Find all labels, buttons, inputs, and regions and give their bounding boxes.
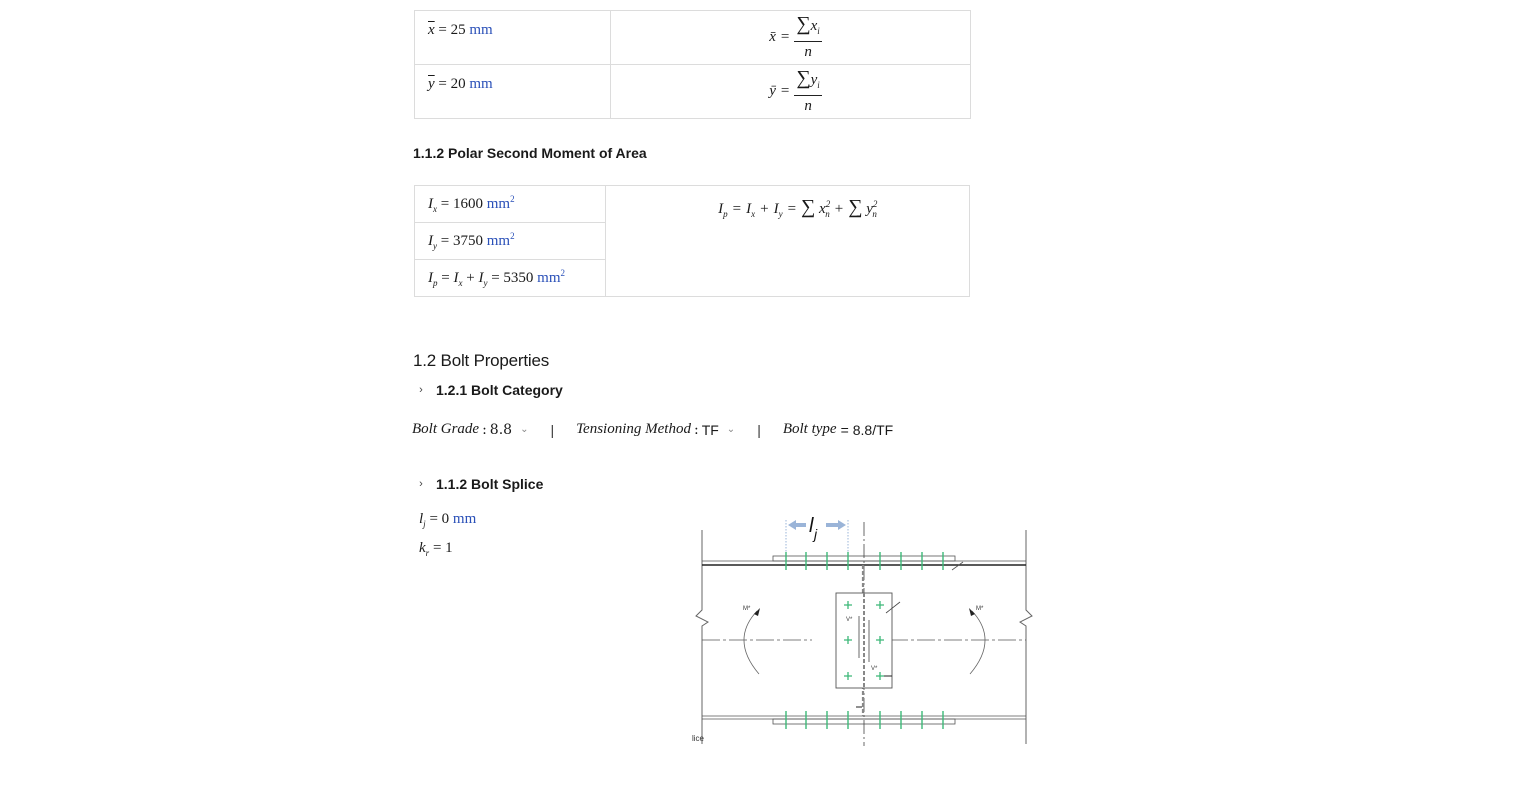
centroid-x-value-cell: $\overline{x} = 25$ mm (415, 11, 611, 65)
lj-dimension (786, 515, 848, 552)
tensioning-method-value: TF (701, 421, 719, 438)
kr-symbol: k (419, 540, 426, 556)
bolt-category-line: Bolt Grade : 8.8 ⌄ | Tensioning Method : TF ⌄ | Bolt type = 8.8/TF (412, 421, 894, 438)
ix-unit-exp: 2 (510, 194, 515, 204)
ip-unit (537, 270, 565, 286)
ix-sub: x (433, 204, 437, 214)
iy-unit-exp: 2 (510, 231, 515, 241)
bolt-splice-toggle[interactable] (415, 476, 543, 492)
iy-sub: y (433, 241, 437, 251)
formula-num-sub: i (817, 25, 820, 36)
y-bar-formula: ȳ = $\frac{\sum y_i}{n}$ (769, 66, 820, 114)
formula-den: n (804, 97, 812, 114)
chevron-right-icon: › (419, 478, 423, 490)
polar-section-title: 1.1.2 Polar Second Moment of Area (413, 145, 647, 161)
bolt-grade-label: Bolt Grade (412, 421, 480, 437)
kr-value: 1 (445, 540, 453, 556)
ip-expr: $I_x + I_y$ (453, 270, 488, 288)
lj-label-sub: j (814, 526, 818, 542)
iy-cell: $I_y = 3750$ $mm^2$ (415, 223, 606, 260)
lj-param: $l_j = 0$ mm (419, 511, 477, 529)
centroid-x-formula-cell (611, 11, 971, 65)
kr-sub: r (425, 548, 430, 558)
polar-formula: $I_p = I_x + I_y$ = ∑ $x^2_n$ + ∑ $y^2_n$ (718, 196, 878, 219)
iy-value: 3750 (452, 233, 483, 249)
moment-label: M* (743, 606, 751, 612)
ix-value: 1600 (452, 196, 483, 212)
lj-symbol: l (419, 511, 424, 527)
splice-drawing (690, 510, 1040, 750)
bolt-category-title: 1.2.1 Bolt Category (436, 382, 563, 398)
iy-unit-text: mm (486, 233, 511, 249)
centroid-table (414, 10, 971, 119)
lj-sub: j (423, 519, 426, 529)
sum-icon: ∑ (796, 66, 811, 89)
moment-arrow-head-icon (969, 608, 975, 616)
bolt-grade-dropdown[interactable] (490, 422, 529, 438)
ip-symbol: I (428, 270, 433, 286)
tensioning-method-label: Tensioning Method (576, 421, 691, 437)
table-row (415, 186, 970, 223)
y-bar-value: 20 (450, 76, 466, 92)
chevron-right-icon: › (419, 384, 423, 396)
tensioning-method-dropdown[interactable] (702, 422, 736, 438)
formula-lhs: ȳ (769, 82, 776, 99)
formula-num-sub: i (817, 79, 820, 90)
shear-label: V* (871, 666, 878, 672)
formula-num-var: x (810, 17, 818, 34)
formula-lhs: x̄ (769, 28, 776, 45)
centroid-y-value-cell: $\overline{y} = 20$ mm (415, 65, 611, 119)
lj-unit: mm (452, 511, 477, 527)
centroid-y-formula-cell (611, 65, 971, 119)
x-bar-unit: mm (469, 22, 493, 38)
polar-formula-cell (606, 186, 970, 297)
separator: | (550, 421, 555, 438)
chevron-down-icon: ⌄ (726, 424, 736, 435)
bolt-category-toggle[interactable] (415, 382, 563, 398)
x-bar-symbol: $\overline{x}$ (428, 22, 435, 38)
ip-cell: $I_p = I_x + I_y = 5350$ $mm^2$ (415, 260, 606, 297)
chevron-down-icon: ⌄ (520, 424, 529, 435)
x-bar-value: 25 (450, 22, 466, 38)
table-row (415, 11, 971, 65)
bolt-properties-title: 1.2 Bolt Properties (413, 351, 550, 370)
iy-symbol: I (428, 233, 433, 249)
formula-den: n (804, 43, 812, 60)
separator: | (757, 421, 761, 438)
ix-cell: $I_x = 1600$ $mm^2$ (415, 186, 606, 223)
kr-param: $k_r = 1$ (419, 540, 453, 558)
moment-arrow-head-icon (754, 608, 760, 616)
sum-icon: ∑ (848, 196, 863, 218)
bolt-grade-value: 8.8 (489, 421, 513, 438)
sum-icon: ∑ (801, 196, 816, 218)
moment-label: M* (976, 606, 984, 612)
sum-icon: ∑ (796, 12, 811, 35)
ix-unit-text: mm (486, 196, 511, 212)
ip-sub: p (433, 278, 438, 288)
lj-value: 0 (441, 511, 450, 527)
bolt-type-label: Bolt type (782, 421, 837, 437)
table-row (415, 65, 971, 119)
polar-table (414, 185, 970, 297)
ip-unit-text: mm (537, 270, 561, 286)
x-bar-formula: x̄ = $\frac{\sum x_i}{n}$ (769, 12, 820, 60)
shear-label: V* (846, 617, 853, 623)
bolt-splice-title: 1.1.2 Bolt Splice (436, 476, 544, 492)
ip-unit-exp: 2 (560, 268, 565, 278)
bolt-splice-diagram (690, 510, 1040, 750)
ix-unit (487, 196, 515, 212)
ix-symbol: I (428, 196, 433, 212)
y-bar-symbol: $\overline{y}$ (428, 76, 435, 92)
caption-fragment: lice (692, 734, 705, 743)
y-bar-unit: mm (469, 76, 493, 92)
iy-unit (487, 233, 515, 249)
lj-label: l (809, 515, 814, 537)
ip-value: 5350 (503, 270, 534, 286)
bolt-type-value: 8.8/TF (852, 421, 894, 438)
formula-num-var: y (810, 71, 818, 88)
